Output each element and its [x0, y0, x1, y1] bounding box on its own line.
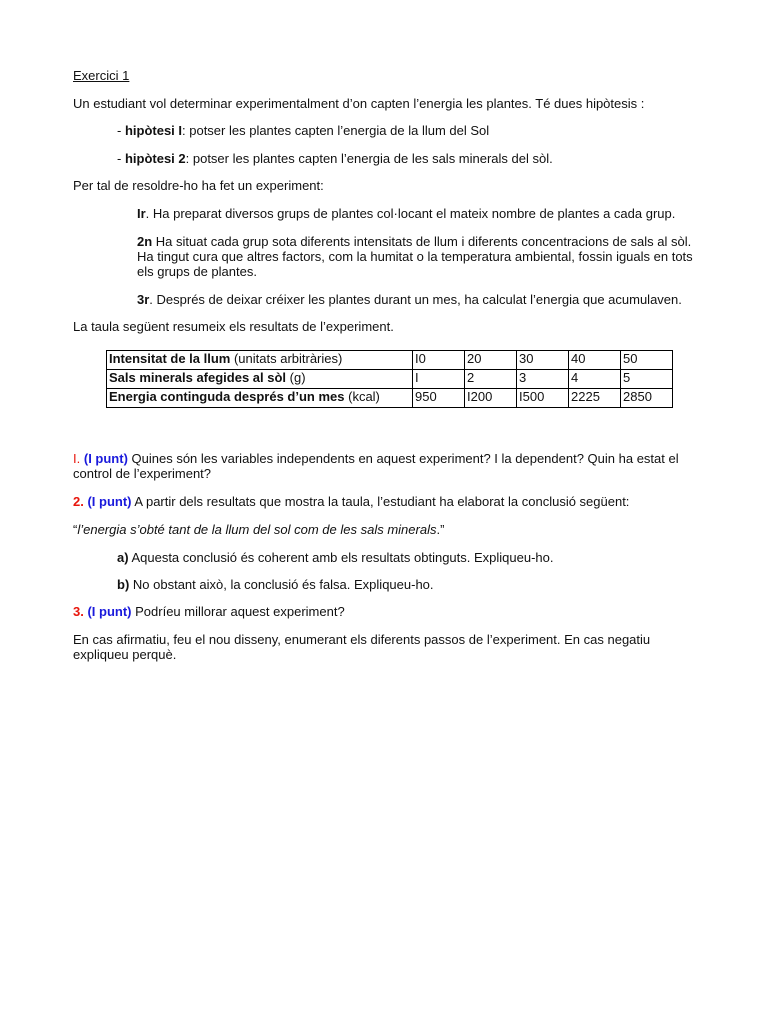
row-label-cell: [107, 389, 413, 408]
question-1-points: (I punt): [83, 451, 128, 466]
subquestion-a-text: Aquesta conclusió és coherent amb els resultats obtinguts. Expliqueu-ho.: [128, 550, 554, 565]
table-cell: 20: [465, 351, 517, 370]
question-3-text: Podríeu millorar aquest experiment?: [131, 604, 345, 619]
step-3-text: . Després de deixar créixer les plantes durant un mes, ha calculat l’energia que acumulaven.: [149, 292, 682, 307]
question-2-number: 2.: [73, 494, 84, 509]
table-cell: I200: [465, 389, 517, 408]
row-unit: (unitats arbitràries): [230, 351, 343, 366]
hypothesis-2: [117, 151, 757, 166]
intro-paragraph: Un estudiant vol determinar experimentalment d’on capten l’energia les plantes. Té dues hipòtesis :: [73, 96, 645, 111]
subquestion-b-label: b): [117, 577, 130, 592]
experiment-intro: Per tal de resoldre-ho ha fet un experiment:: [73, 178, 324, 193]
row-label: Energia continguda després d’un mes: [109, 389, 345, 404]
quote-open: “: [73, 522, 78, 537]
table-cell: 4: [569, 370, 621, 389]
table-row: [107, 351, 673, 370]
table-row: [107, 389, 673, 408]
hypothesis-1-text: : potser les plantes capten l’energia de la llum del Sol: [182, 123, 490, 138]
question-1-number: I.: [73, 451, 81, 466]
step-2-text: Ha situat cada grup sota diferents intensitats de llum i diferents concentracions de sals al sòl. Ha tingut cura que altres factors, com la humitat o la temperatura ambiental, fossin iguals en tots els grups de plantes.: [137, 234, 693, 279]
subquestion-b: [117, 577, 757, 592]
question-2-text: A partir dels resultats que mostra la taula, l’estudiant ha elaborat la conclusió següent:: [131, 494, 630, 509]
step-1: [137, 206, 702, 221]
table-cell: 40: [569, 351, 621, 370]
table-cell: 30: [517, 351, 569, 370]
step-2: [137, 234, 702, 279]
row-label: Intensitat de la llum: [109, 351, 231, 366]
step-1-label: Ir: [137, 206, 146, 221]
hypothesis-2-label: hipòtesi 2: [124, 151, 186, 166]
hypothesis-1: [117, 123, 757, 138]
step-3: [137, 292, 702, 307]
table-cell: 2850: [621, 389, 673, 408]
table-intro: La taula següent resumeix els resultats de l’experiment.: [73, 319, 394, 334]
question-3: [73, 604, 713, 619]
row-label-cell: [107, 351, 413, 370]
table-cell: 950: [413, 389, 465, 408]
row-unit: (kcal): [344, 389, 380, 404]
question-1-text: Quines són les variables independents en aquest experiment? I la dependent? Quin ha estat el control de l’experiment?: [73, 451, 679, 481]
table-cell: I500: [517, 389, 569, 408]
step-2-label: 2n: [137, 234, 153, 249]
hypothesis-1-bullet: -: [117, 123, 125, 138]
closing-paragraph: En cas afirmatiu, feu el nou disseny, enumerant els diferents passos de l’experiment. En cas negatiu expliqueu perquè.: [73, 632, 651, 662]
table-cell: I: [413, 370, 465, 389]
question-3-points: (I punt): [87, 604, 132, 619]
table-cell: 5: [621, 370, 673, 389]
question-2-points: (I punt): [87, 494, 132, 509]
step-3-label: 3r: [137, 292, 150, 307]
subquestion-a: [117, 550, 757, 565]
row-label: Sals minerals afegides al sòl: [109, 370, 287, 385]
table-cell: 2225: [569, 389, 621, 408]
exercise-title: Exercici 1: [73, 68, 130, 83]
hypothesis-2-text: : potser les plantes capten l’energia de les sals minerals del sòl.: [185, 151, 553, 166]
hypothesis-1-label: hipòtesi I: [124, 123, 183, 138]
question-3-number: 3.: [73, 604, 84, 619]
question-2: [73, 494, 713, 509]
conclusion-quote: [73, 522, 713, 537]
table-cell: I0: [413, 351, 465, 370]
hypothesis-2-bullet: -: [117, 151, 125, 166]
step-1-text: . Ha preparat diversos grups de plantes col·locant el mateix nombre de plantes a cada grup.: [145, 206, 676, 221]
subquestion-b-text: No obstant això, la conclusió és falsa. Expliqueu-ho.: [129, 577, 434, 592]
question-1: [73, 451, 688, 481]
subquestion-a-label: a): [117, 550, 129, 565]
table-row: [107, 370, 673, 389]
quote-close: .”: [436, 522, 445, 537]
quote-text: l’energia s’obté tant de la llum del sol com de les sals minerals: [77, 522, 437, 537]
table-cell: 3: [517, 370, 569, 389]
table-cell: 2: [465, 370, 517, 389]
row-label-cell: [107, 370, 413, 389]
results-table: [106, 350, 673, 408]
row-unit: (g): [286, 370, 306, 385]
table-cell: 50: [621, 351, 673, 370]
